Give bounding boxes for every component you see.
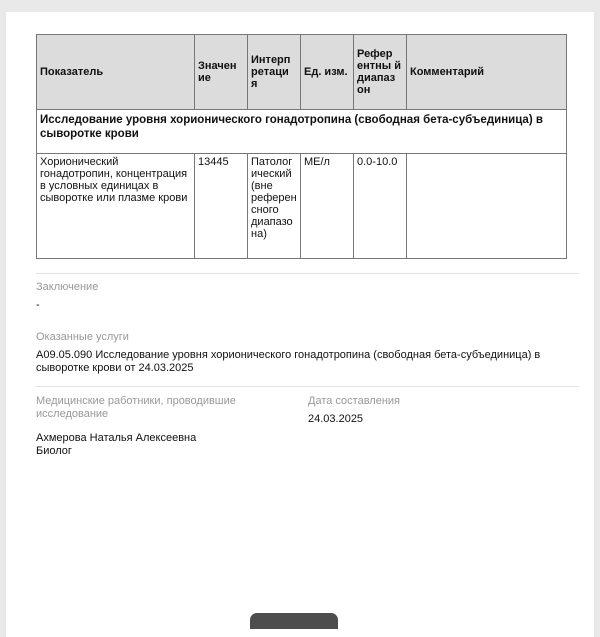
date-value: 24.03.2025: [308, 413, 364, 425]
section-title: Исследование уровня хорионического гонадотропина (свободная бета-субъединица) в сыворотке крови: [37, 110, 567, 154]
results-table: [36, 34, 567, 259]
header-comment: Комментарий: [407, 35, 567, 110]
services-value: A09.05.090 Исследование уровня хорионического гонадотропина (свободная бета-субъединица) в сыворотке крови от 24.03.2025: [36, 349, 541, 374]
cell-reference: 0.0-10.0: [354, 154, 407, 259]
header-unit: Ед. изм.: [301, 35, 354, 110]
staff-label: Медицинские работники, проводившие исследование: [36, 395, 236, 420]
divider: [36, 386, 579, 387]
bottom-sheet-handle[interactable]: [250, 613, 338, 629]
cell-value: 13445: [195, 154, 248, 259]
header-interpretation: Интерп ретаци я: [248, 35, 301, 110]
divider: [36, 273, 579, 274]
document-page: [6, 12, 594, 637]
cell-interpretation: Патолог ический (вне референ сного диапазо на): [248, 154, 301, 259]
date-label: Дата составления: [308, 395, 400, 407]
header-indicator: Показатель: [37, 35, 195, 110]
header-reference: Рефер ентны й диапаз он: [354, 35, 407, 110]
table-row: [37, 154, 567, 259]
section-row: [37, 110, 567, 154]
cell-indicator: Хорионический гонадотропин, концентрация в условных единицах в сыворотке или плазме крови: [37, 154, 195, 259]
staff-role: Биолог: [36, 445, 72, 457]
staff-name: Ахмерова Наталья Алексеевна: [36, 432, 197, 444]
table-header-row: [37, 35, 567, 110]
conclusion-label: Заключение: [36, 281, 99, 293]
cell-unit: МЕ/л: [301, 154, 354, 259]
header-value: Значен ие: [195, 35, 248, 110]
services-label: Оказанные услуги: [36, 331, 129, 343]
conclusion-value: -: [36, 299, 40, 311]
cell-comment: [407, 154, 567, 259]
